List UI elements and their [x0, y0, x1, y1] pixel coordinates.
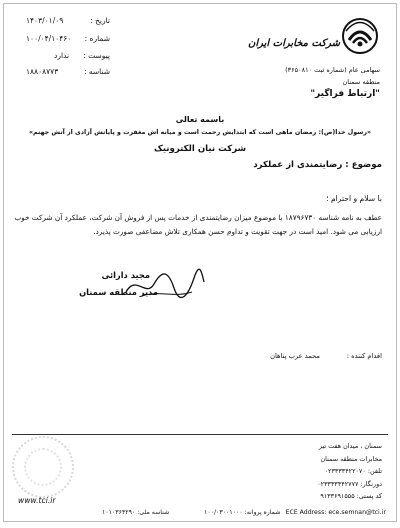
footer-postal: کد پستی: ۹۱۳۳۶۹۱۵۵۵ [320, 492, 382, 500]
website-link[interactable]: www.tci.ir [18, 496, 56, 505]
subject-line: موضوع : رضایتمندی از عملکرد [253, 160, 382, 170]
footer-contact [272, 440, 382, 503]
ece-address[interactable]: ECE Address: ece.semnan@tci.ir [285, 509, 386, 516]
joint-stock-text: سهامی عام (شماره ثبت ۳۶۵۰۸۱۰) [285, 66, 380, 74]
footer-divider [12, 434, 388, 435]
signer-title: مدیر منطقه سمنان [79, 287, 158, 297]
action-label: اقدام کننده : [346, 352, 382, 360]
date-row [26, 16, 110, 27]
date-value: ۱۴۰۳/۰۱/۰۹ [26, 16, 64, 25]
attachment-value: ندارد [54, 51, 70, 60]
hadith-quote: «رسول خدا(ص): رمضان ماهی است که ابتدایش رحمت است و میانه اش مغفرت و پایانش آزادی از آتش جهنم» [28, 129, 372, 136]
number-label: شماره : [84, 34, 110, 43]
attachment-row [26, 51, 110, 62]
body-line-1: عطف به نامه شناسه ۱۸۷۹۶۷۳۰ با موضوع میزان رضایتمندی از خدمات پس از فروش آن شرکت، عملکرد آن شرکت خوب [14, 213, 382, 222]
bismillah: باسمه تعالی [175, 115, 225, 124]
recipient-company: شرکت نیان الکترونیک [153, 144, 247, 154]
footer-address-2: مخابرات منطقه سمنان [320, 454, 382, 463]
id-label: شناسه : [83, 67, 110, 76]
region-text: منطقه سمنان [342, 78, 380, 86]
footer-address-1: سمنان ، میدان هفت تیر [318, 442, 382, 450]
attachment-label: پیوست : [83, 51, 110, 60]
watermark-seal-inner [24, 448, 62, 486]
id-row [26, 67, 110, 78]
date-label: تاریخ : [90, 16, 110, 25]
slogan-text: "ارتباط فراگیر" [310, 89, 380, 99]
id-value: ۱۸۸۰۸۷۷۳ [26, 67, 59, 76]
greeting: با سلام و احترام ؛ [326, 194, 382, 203]
footer-phone: تلفن: ۰۲۳۳۳۳۴۲۲۰۷۰ [324, 467, 382, 475]
handwritten-signature [122, 262, 207, 304]
company-logo-block [240, 12, 380, 102]
tci-logo-icon [340, 16, 380, 56]
signer-name: مجید دارائی [101, 270, 150, 280]
body-line-2: ارزیابی می شود. امید است در جهت تقویت و تداوم حسن همکاری تلاش مضاعفی صورت پذیرد. [93, 227, 382, 236]
license-number: شماره پروانه: ۱۰۰/۰۳۰۰۱۰۰۰ [204, 509, 281, 516]
company-name: شرکت مخابرات ایران [248, 38, 340, 49]
footer-fax: دورنگار: ۰۲۳۳۳۳۴۴۲۷۷۷ [317, 479, 382, 488]
number-row [26, 34, 110, 45]
letter-page [3, 3, 397, 522]
action-person: محمد عرب پناهان [270, 352, 320, 360]
national-id: شناسه ملی: ۱۰۱۰۳۶۴۲۹۰ [102, 509, 170, 516]
footer-bottom-row [14, 509, 386, 519]
number-value: ۱۰۰/۰۴/۱۰۴۶۰ [26, 34, 72, 43]
